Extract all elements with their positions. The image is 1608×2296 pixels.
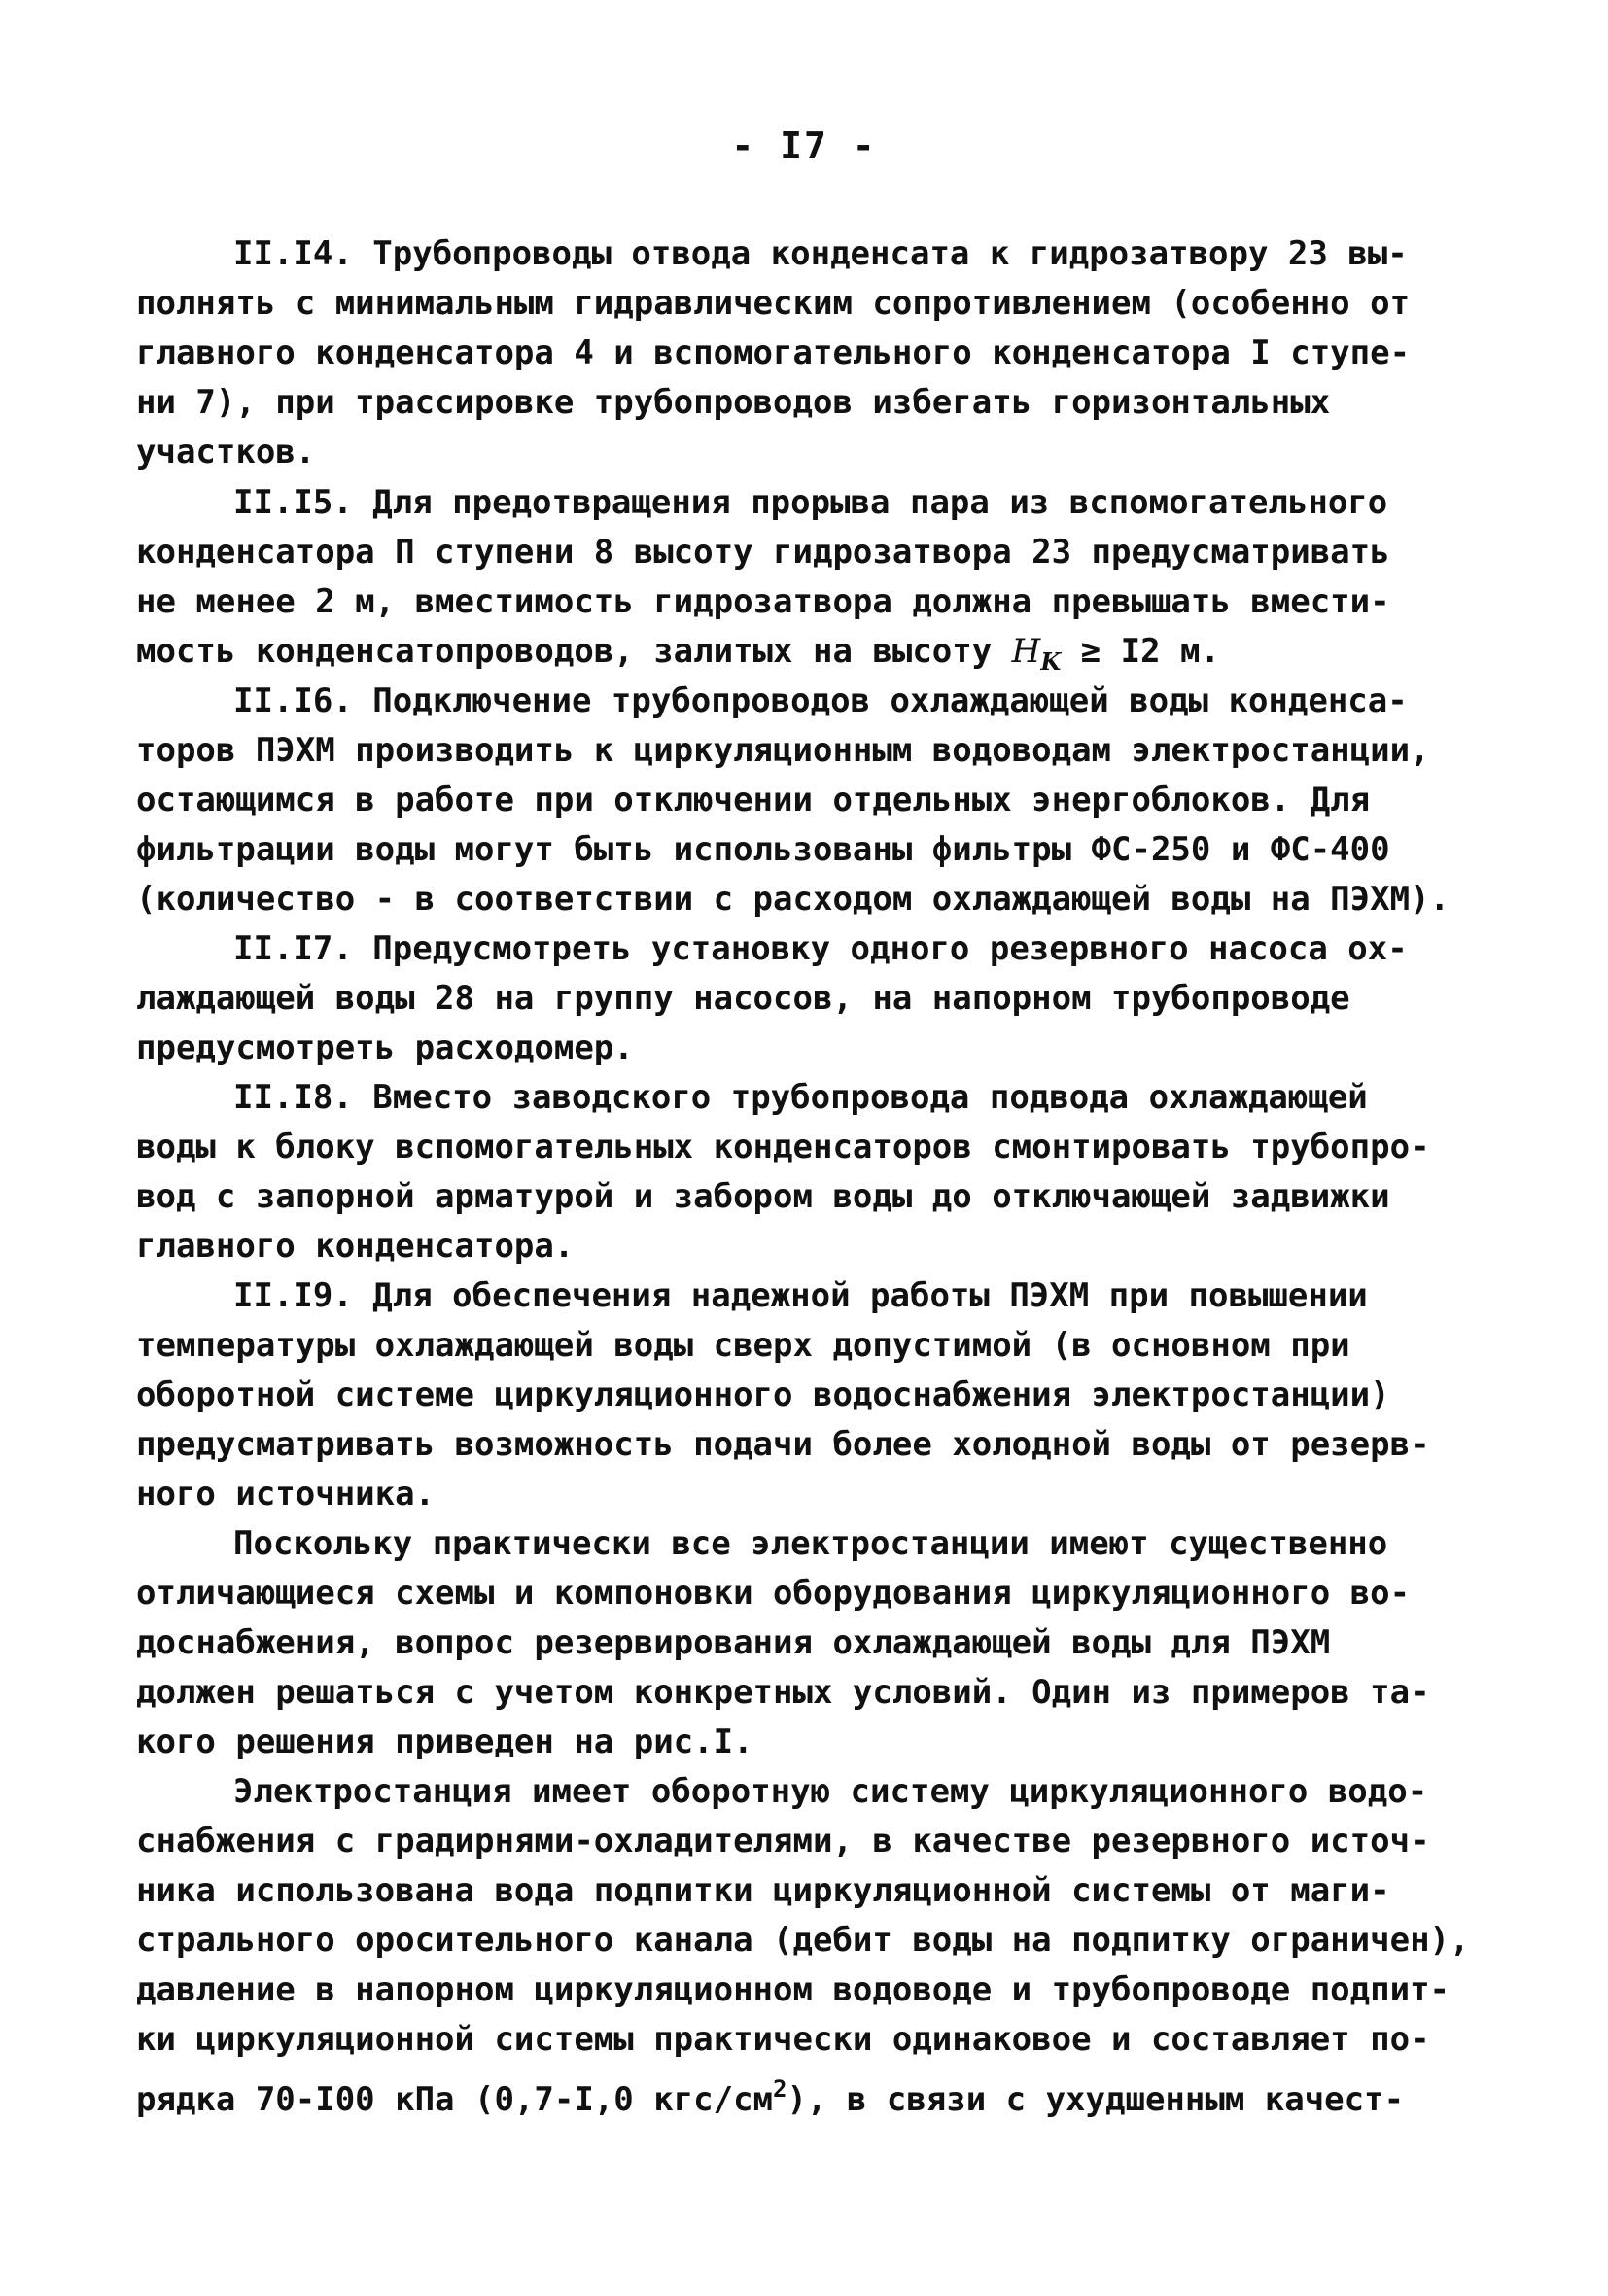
text-line: главного конденсатора. (136, 1227, 575, 1266)
text-line: снабжения с градирнями-охладителями, в качестве резервного источ- (136, 1822, 1430, 1861)
text-line: главного конденсатора 4 и вспомогательного конденсатора I ступе- (136, 333, 1411, 372)
text-line: температуры охлаждающей воды сверх допустимой (в основном при (136, 1326, 1350, 1365)
text-line: вод с запорной арматурой и забором воды до отключающей задвижки (136, 1177, 1390, 1216)
text-line: (количество - в соответствии с расходом охлаждающей воды на ПЭХМ). (136, 880, 1451, 919)
text-line-with-formula (136, 627, 1220, 676)
text-fragment: рядка 70-I00 кПа (0,7-I,0 кгс/см (136, 2080, 774, 2119)
text-line: стрального оросительного канала (дебит воды на подпитку ограничен), (136, 1921, 1470, 1960)
text-line: лаждающей воды 28 на группу насосов, на напорном трубопроводе (136, 979, 1350, 1018)
text-line: Электростанция имеет оборотную систему циркуляционного водо- (233, 1772, 1428, 1811)
text-line: не менее 2 м, вместимость гидрозатвора должна превышать вмести- (136, 582, 1390, 621)
text-line: II.I4. Трубопроводы отвода конденсата к гидрозатвору 23 вы- (233, 234, 1408, 273)
text-line: торов ПЭХМ производить к циркуляционным водоводам электростанции, (136, 731, 1430, 770)
text-line: доснабжения, вопрос резервирования охлаждающей воды для ПЭХМ (136, 1623, 1331, 1662)
text-line: давление в напорном циркуляционном водоводе и трубопроводе подпит- (136, 1970, 1451, 2009)
page-number: - I7 - (731, 124, 877, 167)
text-line: Поскольку практически все электростанции имеют существенно (233, 1524, 1388, 1563)
text-line: предусмотреть расходомер. (136, 1028, 634, 1067)
text-line: полнять с минимальным гидравлическим сопротивлением (особенно от (136, 284, 1411, 323)
text-line: II.I5. Для предотвращения прорыва пара из вспомогательного (233, 483, 1388, 522)
text-line: оборотной системе циркуляционного водоснабжения электростанции) (136, 1375, 1390, 1414)
text-line: II.I8. Вместо заводского трубопровода подвода охлаждающей (233, 1078, 1368, 1117)
text-line: отличающиеся схемы и компоновки оборудования циркуляционного во- (136, 1574, 1411, 1613)
formula-relation: ≥ I2 м. (1061, 632, 1220, 671)
formula-subscript: K (1040, 647, 1062, 676)
superscript: 2 (773, 2075, 787, 2103)
text-line: конденсатора П ступени 8 высоту гидрозатвора 23 предусматривать (136, 533, 1390, 572)
text-line: воды к блоку вспомогательных конденсаторов смонтировать трубопро- (136, 1128, 1430, 1166)
text-line-with-superscript (136, 2065, 1405, 2119)
text-line: участков. (136, 433, 316, 471)
text-fragment: мость конденсатопроводов, залитых на высоту (136, 632, 1012, 671)
text-line: остающимся в работе при отключении отдельных энергоблоков. Для (136, 781, 1371, 819)
text-line: ни 7), при трассировке трубопроводов избегать горизонтальных (136, 383, 1331, 422)
text-line: фильтрации воды могут быть использованы фильтры ФС-250 и ФС-400 (136, 830, 1390, 869)
text-line: кого решения приведен на рис.I. (136, 1722, 753, 1761)
text-line: ки циркуляционной системы практически одинаковое и составляет по- (136, 2020, 1430, 2059)
text-line: II.I6. Подключение трубопроводов охлаждающей воды конденса- (233, 681, 1408, 720)
text-line: ника использована вода подпитки циркуляционной системы от маги- (136, 1871, 1390, 1910)
text-line: II.I7. Предусмотреть установку одного резервного насоса ох- (233, 929, 1408, 968)
text-line: II.I9. Для обеспечения надежной работы ПЭХМ при повышении (233, 1276, 1368, 1315)
text-line: должен решаться с учетом конкретных условий. Один из примеров та- (136, 1673, 1430, 1712)
text-line: ного источника. (136, 1475, 436, 1513)
text-fragment: ), в связи с ухудшенным качест- (787, 2080, 1405, 2119)
text-line: предусматривать возможность подачи более холодной воды от резерв- (136, 1425, 1430, 1464)
formula-symbol: H (1011, 632, 1041, 671)
